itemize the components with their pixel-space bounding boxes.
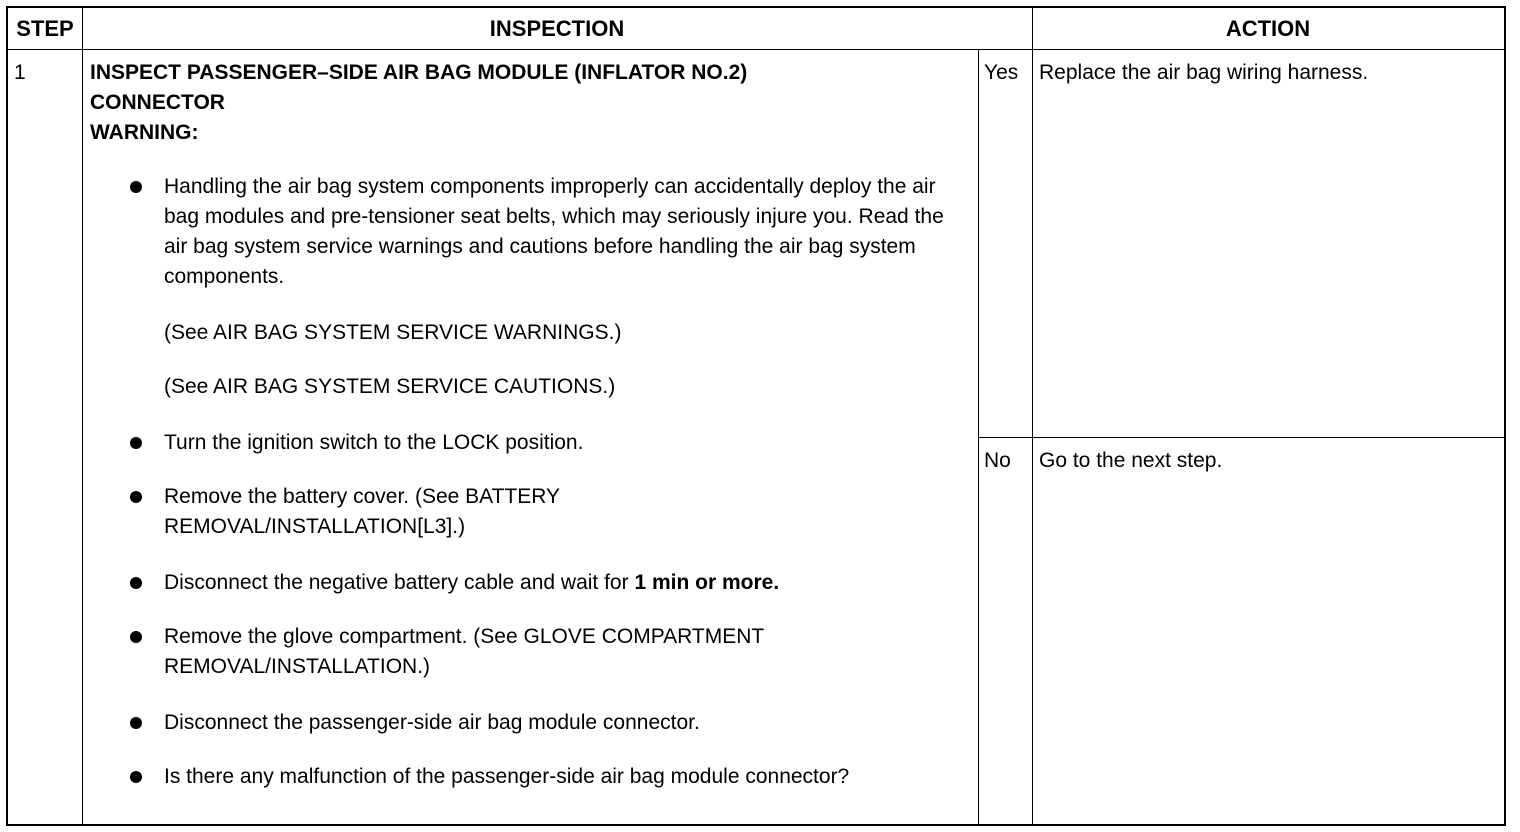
header-action: ACTION	[1225, 16, 1311, 41]
header-step: STEP	[16, 16, 74, 41]
step-text: Turn the ignition switch to the LOCK position.	[164, 431, 584, 454]
inspection-table	[6, 6, 1506, 826]
divider-action	[1032, 8, 1033, 824]
no-action: Go to the next step.	[1039, 449, 1223, 472]
yes-no-divider	[978, 437, 1504, 438]
step-text: Remove the battery cover. (See BATTERY REMOVAL/INSTALLATION[L3].)	[164, 485, 560, 538]
bullet-icon	[130, 181, 142, 193]
bullet-icon	[130, 437, 142, 449]
wait-time: 1 min or more.	[634, 571, 780, 594]
step-number: 1	[14, 61, 26, 84]
inspection-title-line1: INSPECT PASSENGER–SIDE AIR BAG MODULE (INFLATOR NO.2)	[90, 61, 748, 84]
warning-label: WARNING:	[90, 121, 199, 144]
warning-bullet-text: Handling the air bag system components improperly can accidentally deploy the air bag modules and pre-tensioner seat belts, which may seriously injure you. Read the air bag system service warnings and cautions before handling the air bag system components.	[164, 175, 944, 288]
see-cautions-reference: (See AIR BAG SYSTEM SERVICE CAUTIONS.)	[164, 375, 616, 398]
bullet-icon	[130, 491, 142, 503]
step-text: Remove the glove compartment. (See GLOVE COMPARTMENT REMOVAL/INSTALLATION.)	[164, 625, 764, 678]
inspection-title-line2: CONNECTOR	[90, 91, 225, 114]
bullet-icon	[130, 631, 142, 643]
yes-label: Yes	[984, 61, 1019, 84]
bullet-icon	[130, 717, 142, 729]
bullet-icon	[130, 771, 142, 783]
step-text: Disconnect the passenger-side air bag module connector.	[164, 711, 700, 734]
step-text: Is there any malfunction of the passenger-side air bag module connector?	[164, 765, 850, 788]
yes-action: Replace the air bag wiring harness.	[1039, 61, 1369, 84]
bullet-icon	[130, 577, 142, 589]
step-text: Disconnect the negative battery cable and wait for	[164, 571, 635, 594]
divider-step	[82, 8, 83, 824]
header-inspection: INSPECTION	[489, 16, 625, 41]
see-warnings-reference: (See AIR BAG SYSTEM SERVICE WARNINGS.)	[164, 321, 622, 344]
no-label: No	[984, 449, 1011, 472]
step-text-wrapper	[164, 568, 954, 598]
